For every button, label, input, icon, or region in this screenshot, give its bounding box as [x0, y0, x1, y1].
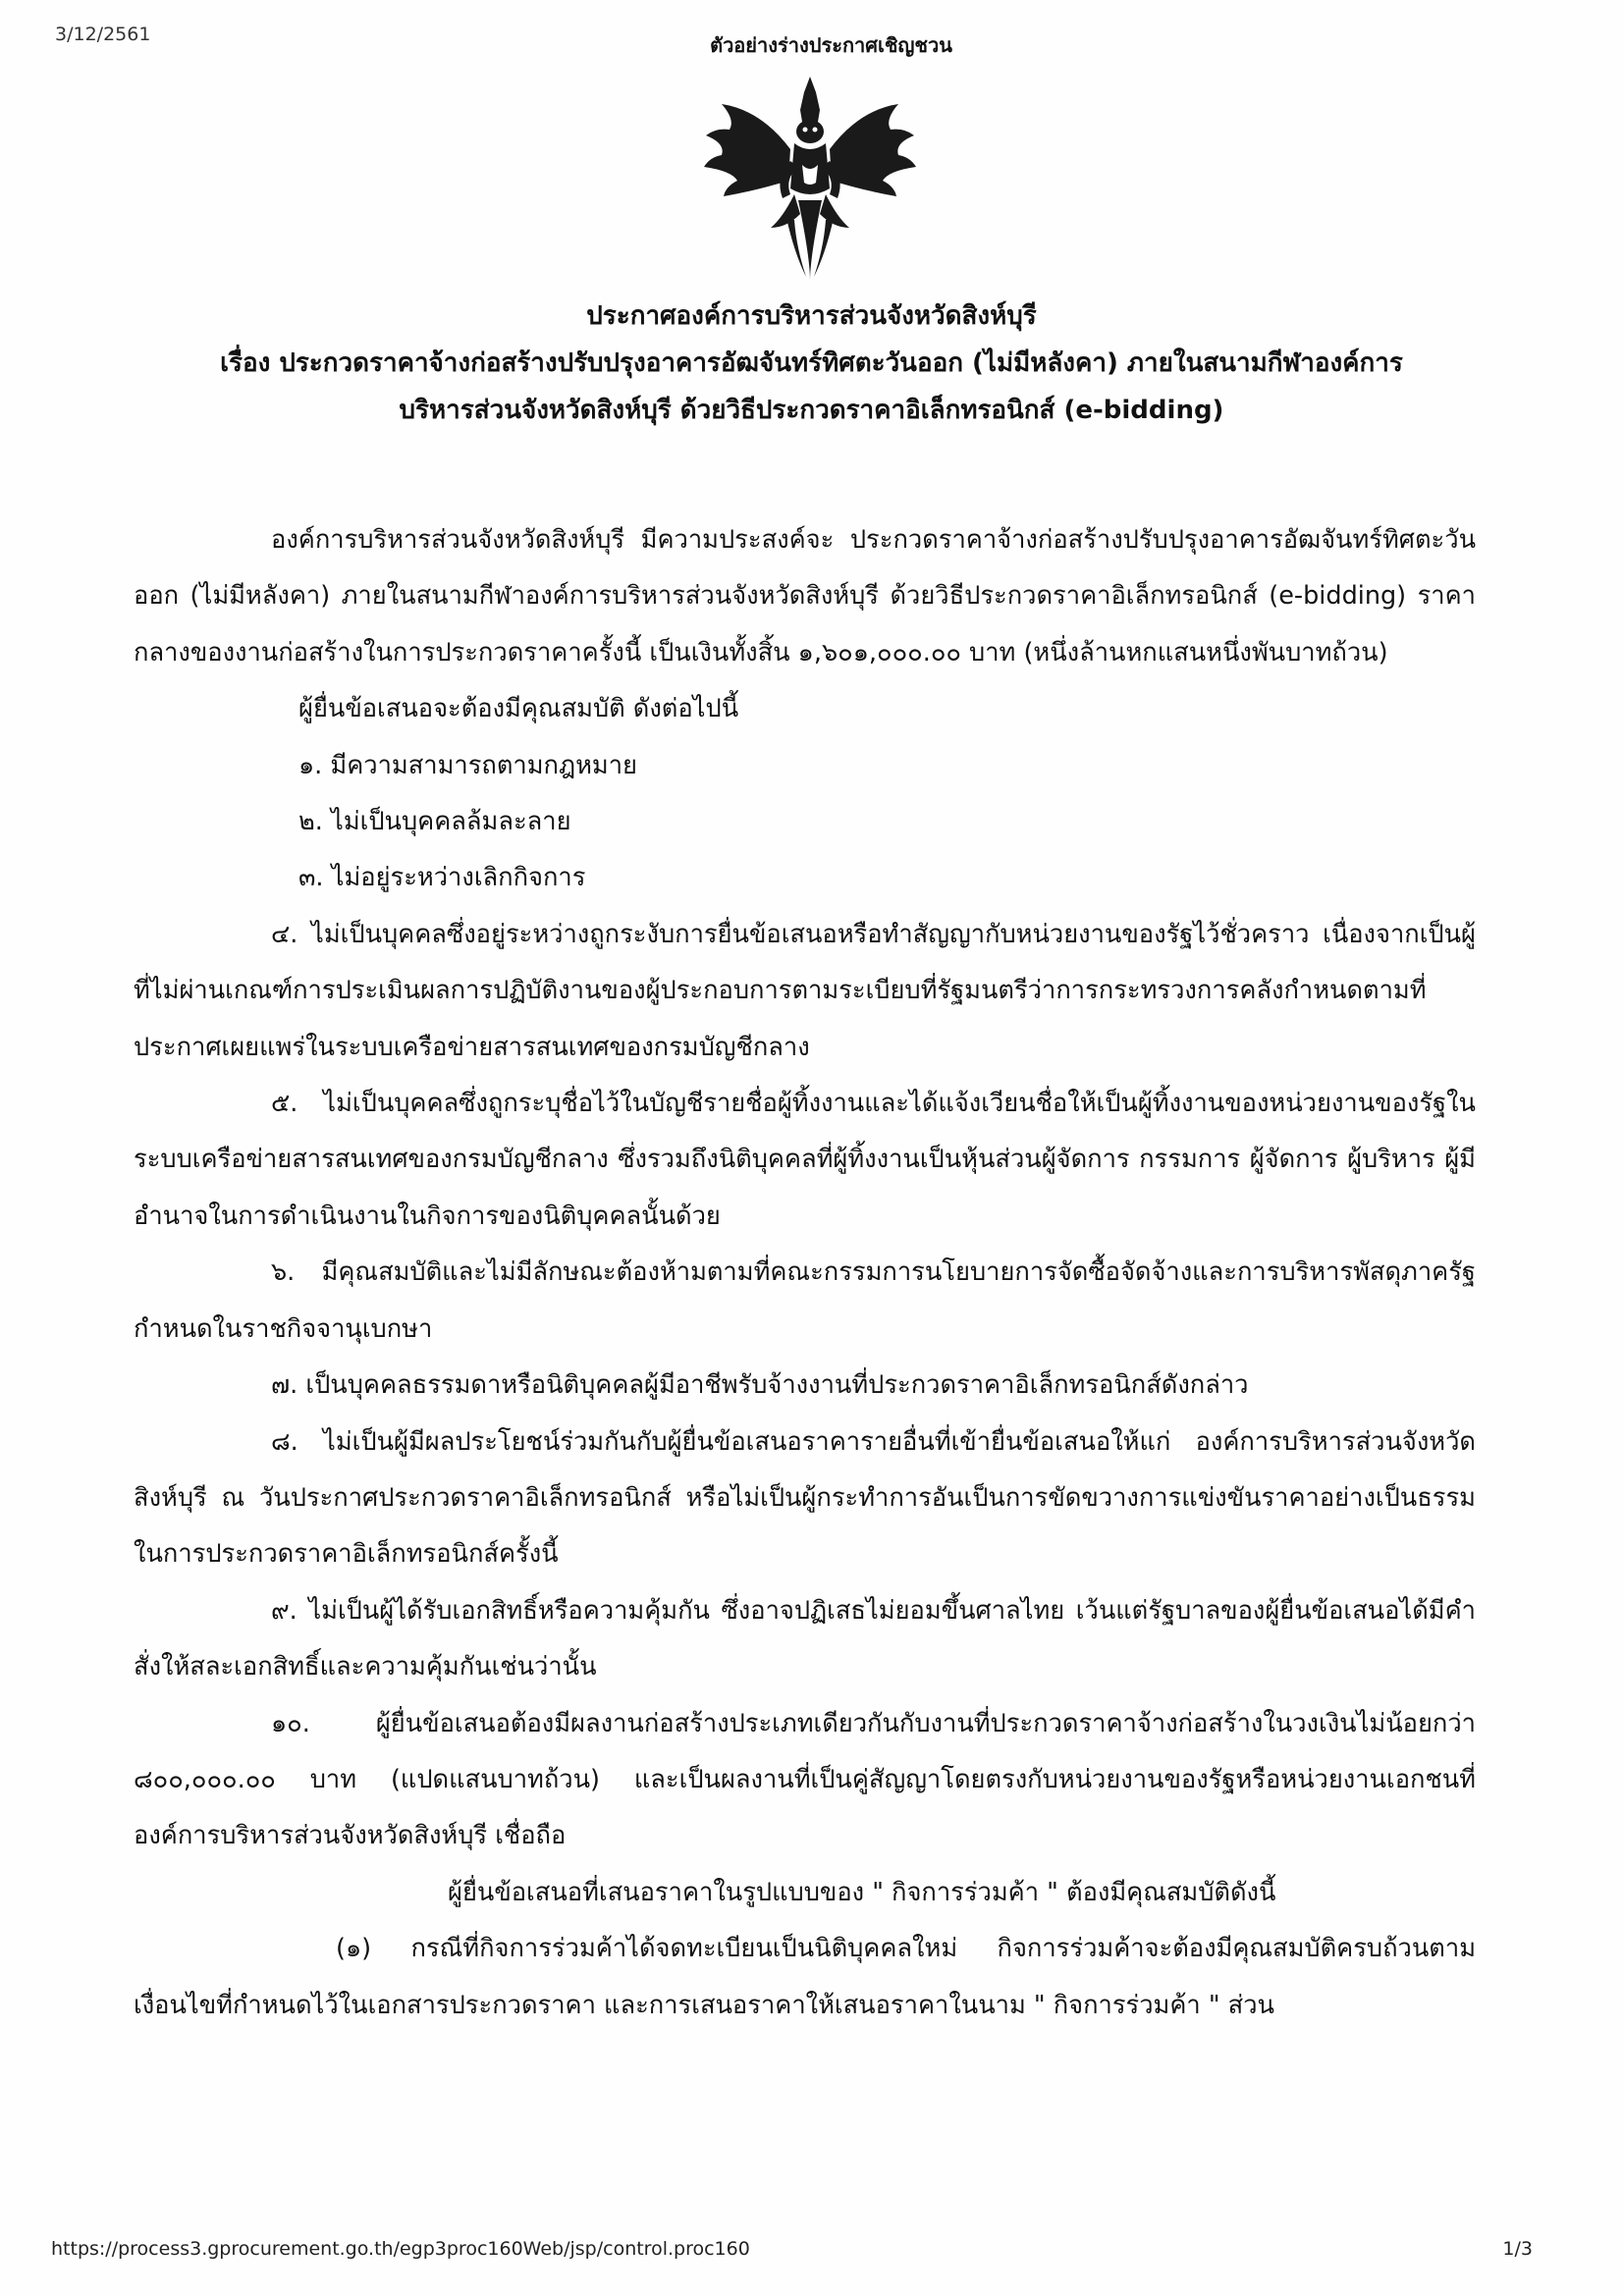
- qualification-item-6: ๖. มีคุณสมบัติและไม่มีลักษณะต้องห้ามตามที่คณะกรรมการนโยบายการจัดซื้อจัดจ้างและการบริหารพัสดุภาครัฐกำหนดในราชกิจจานุเบกษา: [134, 1257, 1476, 1344]
- qualification-item-2: ๒. ไม่เป็นบุคคลล้มละลาย: [298, 807, 571, 837]
- garuda-emblem-icon: [692, 71, 928, 287]
- qualification-item-8: ๘. ไม่เป็นผู้มีผลประโยชน์ร่วมกันกับผู้ยื่นข้อเสนอราคารายอื่นที่เข้ายื่นข้อเสนอให้แก่ องค์การบริหารส่วนจังหวัดสิงห์บุรี ณ วันประกาศประกวดราคาอิเล็กทรอนิกส์ หรือไม่เป็นผู้กระทำการอันเป็นการขัดขวางการแข่งขันราคาอย่างเป็นธรรม ในการประกวดราคาอิเล็กทรอนิกส์ครั้งนี้: [134, 1426, 1476, 1570]
- title-line-3: บริหารส่วนจังหวัดสิงห์บุรี ด้วยวิธีประกวดราคาอิเล็กทรอนิกส์ (e-bidding): [399, 396, 1224, 425]
- joint-venture-item-1: (๑) กรณีที่กิจการร่วมค้าได้จดทะเบียนเป็นนิติบุคคลใหม่ กิจการร่วมค้าจะต้องมีคุณสมบัติครบถ้วนตามเงื่อนไขที่กำหนดไว้ในเอกสารประกวดราคา และการเสนอราคาให้เสนอราคาในนาม " กิจการร่วมค้า " ส่วน: [134, 1934, 1476, 2020]
- qualification-item-7: ๗. เป็นบุคคลธรรมดาหรือนิติบุคคลผู้มีอาชีพรับจ้างงานที่ประกวดราคาอิเล็กทรอนิกส์ดังกล่าว: [271, 1370, 1249, 1401]
- qualification-item-10: ๑๐. ผู้ยื่นข้อเสนอต้องมีผลงานก่อสร้างประเภทเดียวกันกับงานที่ประกวดราคาจ้างก่อสร้างในวงเงินไม่น้อยกว่า ๘๐๐,๐๐๐.๐๐ บาท (แปดแสนบาทถ้วน) และเป็นผลงานที่เป็นคู่สัญญาโดยตรงกับหน่วยงานของรัฐหรือหน่วยงานเอกชนที่องค์การบริหารส่วนจังหวัดสิงห์บุรี เชื่อถือ: [134, 1708, 1476, 1851]
- page-number: 1/3: [1502, 2238, 1533, 2260]
- announcement-body: [134, 512, 1476, 2034]
- qualification-item-9: ๙. ไม่เป็นผู้ได้รับเอกสิทธิ์หรือความคุ้มกัน ซึ่งอาจปฏิเสธไม่ยอมขึ้นศาลไทย เว้นแต่รัฐบาลของผู้ยื่นข้อเสนอได้มีคำสั่งให้สละเอกสิทธิ์และความคุ้มกันเช่นว่านั้น: [134, 1595, 1476, 1682]
- joint-venture-heading: ผู้ยื่นข้อเสนอที่เสนอราคาในรูปแบบของ " กิจการร่วมค้า " ต้องมีคุณสมบัติดังนี้: [448, 1877, 1276, 1907]
- qualification-item-4: ๔. ไม่เป็นบุคคลซึ่งอยู่ระหว่างถูกระงับการยื่นข้อเสนอหรือทำสัญญากับหน่วยงานของรัฐไว้ชั่วคราว เนื่องจากเป็นผู้ที่ไม่ผ่านเกณฑ์การประเมินผลการปฏิบัติงานของผู้ประกอบการตามระเบียบที่รัฐมนตรีว่าการกระทรวงการคลังกำหนดตามที่ประกาศเผยแพร่ในระบบเครือข่ายสารสนเทศของกรมบัญชีกลาง: [134, 919, 1476, 1062]
- announcement-title: [118, 293, 1505, 434]
- draft-note: ตัวอย่างร่างประกาศเชิญชวน: [710, 33, 952, 57]
- intro-paragraph: องค์การบริหารส่วนจังหวัดสิงห์บุรี มีความประสงค์จะ ประกวดราคาจ้างก่อสร้างปรับปรุงอาคารอัฒจันทร์ทิศตะวันออก (ไม่มีหลังคา) ภายในสนามกีฬาองค์การบริหารส่วนจังหวัดสิงห์บุรี ด้วยวิธีประกวดราคาอิเล็กทรอนิกส์ (e-bidding) ราคากลางของงานก่อสร้างในการประกวดราคาครั้งนี้ เป็นเงินทั้งสิ้น ๑,๖๐๑,๐๐๐.๐๐ บาท (หนึ่งล้านหกแสนหนึ่งพันบาทถ้วน): [134, 525, 1476, 667]
- footer-url: https://process3.gprocurement.go.th/egp3proc160Web/jsp/control.proc160: [51, 2238, 750, 2260]
- qualification-item-1: ๑. มีความสามารถตามกฎหมาย: [298, 750, 637, 780]
- print-date: 3/12/2561: [55, 24, 151, 45]
- qualifications-heading: ผู้ยื่นข้อเสนอจะต้องมีคุณสมบัติ ดังต่อไปนี้: [298, 694, 739, 724]
- title-line-1: ประกาศองค์การบริหารส่วนจังหวัดสิงห์บุรี: [586, 301, 1037, 331]
- qualification-item-3: ๓. ไม่อยู่ระหว่างเลิกกิจการ: [298, 863, 586, 893]
- title-line-2: เรื่อง ประกวดราคาจ้างก่อสร้างปรับปรุงอาคารอัฒจันทร์ทิศตะวันออก (ไม่มีหลังคา) ภายในสนามกีฬาองค์การ: [220, 348, 1403, 378]
- qualification-item-5: ๕. ไม่เป็นบุคคลซึ่งถูกระบุชื่อไว้ในบัญชีรายชื่อผู้ทิ้งงานและได้แจ้งเวียนชื่อให้เป็นผู้ทิ้งงานของหน่วยงานของรัฐในระบบเครือข่ายสารสนเทศของกรมบัญชีกลาง ซึ่งรวมถึงนิติบุคคลที่ผู้ทิ้งงานเป็นหุ้นส่วนผู้จัดการ กรรมการ ผู้จัดการ ผู้บริหาร ผู้มีอำนาจในการดำเนินงานในกิจการของนิติบุคคลนั้นด้วย: [134, 1089, 1476, 1231]
